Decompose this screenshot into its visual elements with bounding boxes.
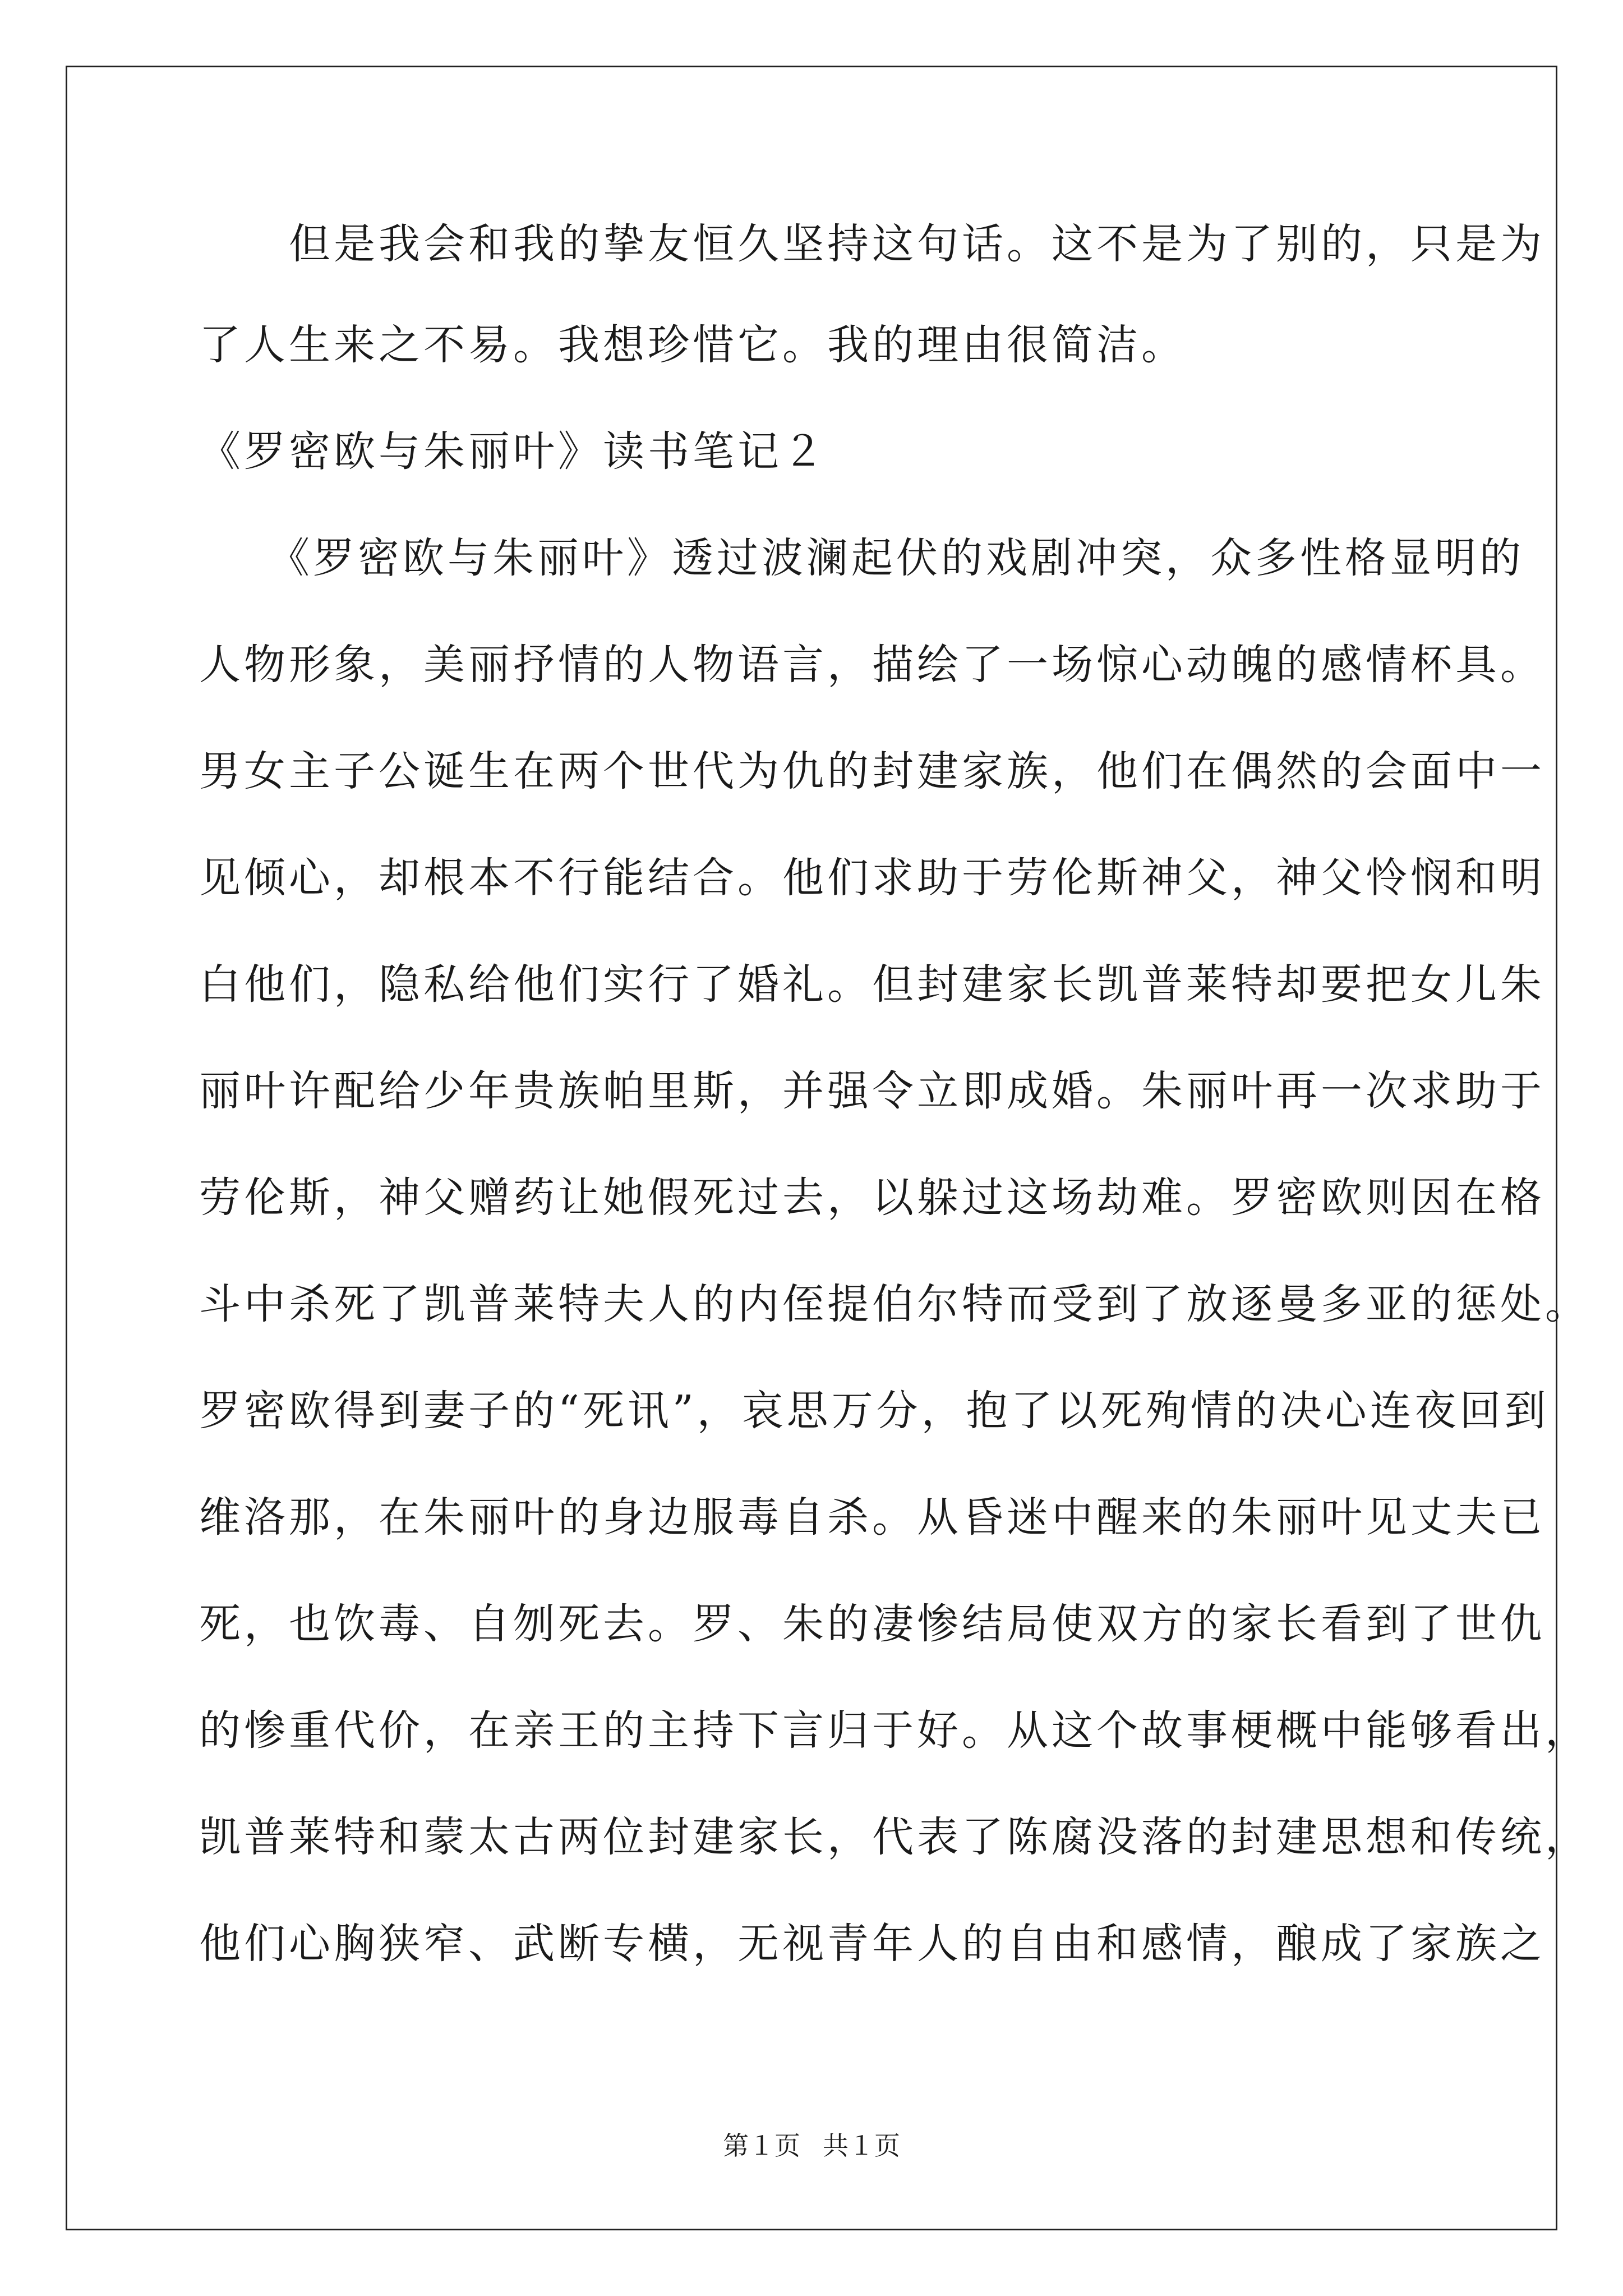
paragraph-line: 他们心胸狭窄、武断专横，无视青年人的自由和感情，酿成了家族之 — [199, 1920, 1545, 1968]
paragraph-line: 了人生来之不易。我想珍惜它。我的理由很简洁。 — [199, 321, 1186, 369]
paragraph-line: 劳伦斯，神父赠药让她假死过去，以躲过这场劫难。罗密欧则因在格 — [199, 1174, 1545, 1222]
paragraph-line: 人物形象，美丽抒情的人物语言，描绘了一场惊心动魄的感情杯具。 — [199, 641, 1545, 689]
paragraph-line: 罗密欧得到妻子的“死讯”，哀思万分，抱了以死殉情的决心连夜回到 — [199, 1387, 1550, 1435]
page-number: 第１页 — [723, 2131, 800, 2161]
paragraph-line: 斗中杀死了凯普莱特夫人的内侄提伯尔特而受到了放逐曼多亚的惩处。 — [199, 1280, 1590, 1328]
section-heading: 《罗密欧与朱丽叶》读书笔记２ — [199, 427, 827, 476]
page-total: 共１页 — [823, 2131, 900, 2161]
paragraph-line: 但是我会和我的挚友恒久坚持这句话。这不是为了别的，只是为 — [199, 220, 1545, 268]
paragraph-line: 丽叶许配给少年贵族帕里斯，并强令立即成婚。朱丽叶再一次求助于 — [199, 1067, 1545, 1115]
paragraph-line: 的惨重代价，在亲王的主持下言归于好。从这个故事梗概中能够看出， — [199, 1706, 1590, 1755]
paragraph-line: 死，也饮毒、自刎死去。罗、朱的凄惨结局使双方的家长看到了世仇 — [199, 1600, 1545, 1648]
page-border — [66, 66, 1557, 2230]
page-footer — [0, 2129, 1623, 2162]
paragraph-line: 白他们，隐私给他们实行了婚礼。但封建家长凯普莱特却要把女儿朱 — [199, 960, 1545, 1009]
paragraph-line: 维洛那，在朱丽叶的身边服毒自杀。从昏迷中醒来的朱丽叶见丈夫已 — [199, 1493, 1545, 1542]
paragraph-line: 男女主子公诞生在两个世代为仇的封建家族，他们在偶然的会面中一 — [199, 747, 1545, 795]
paragraph-line: 见倾心，却根本不行能结合。他们求助于劳伦斯神父，神父怜悯和明 — [199, 854, 1545, 902]
paragraph-line: 《罗密欧与朱丽叶》透过波澜起伏的戏剧冲突，众多性格显明的 — [199, 534, 1524, 582]
paragraph-line: 凯普莱特和蒙太古两位封建家长，代表了陈腐没落的封建思想和传统， — [199, 1813, 1590, 1861]
